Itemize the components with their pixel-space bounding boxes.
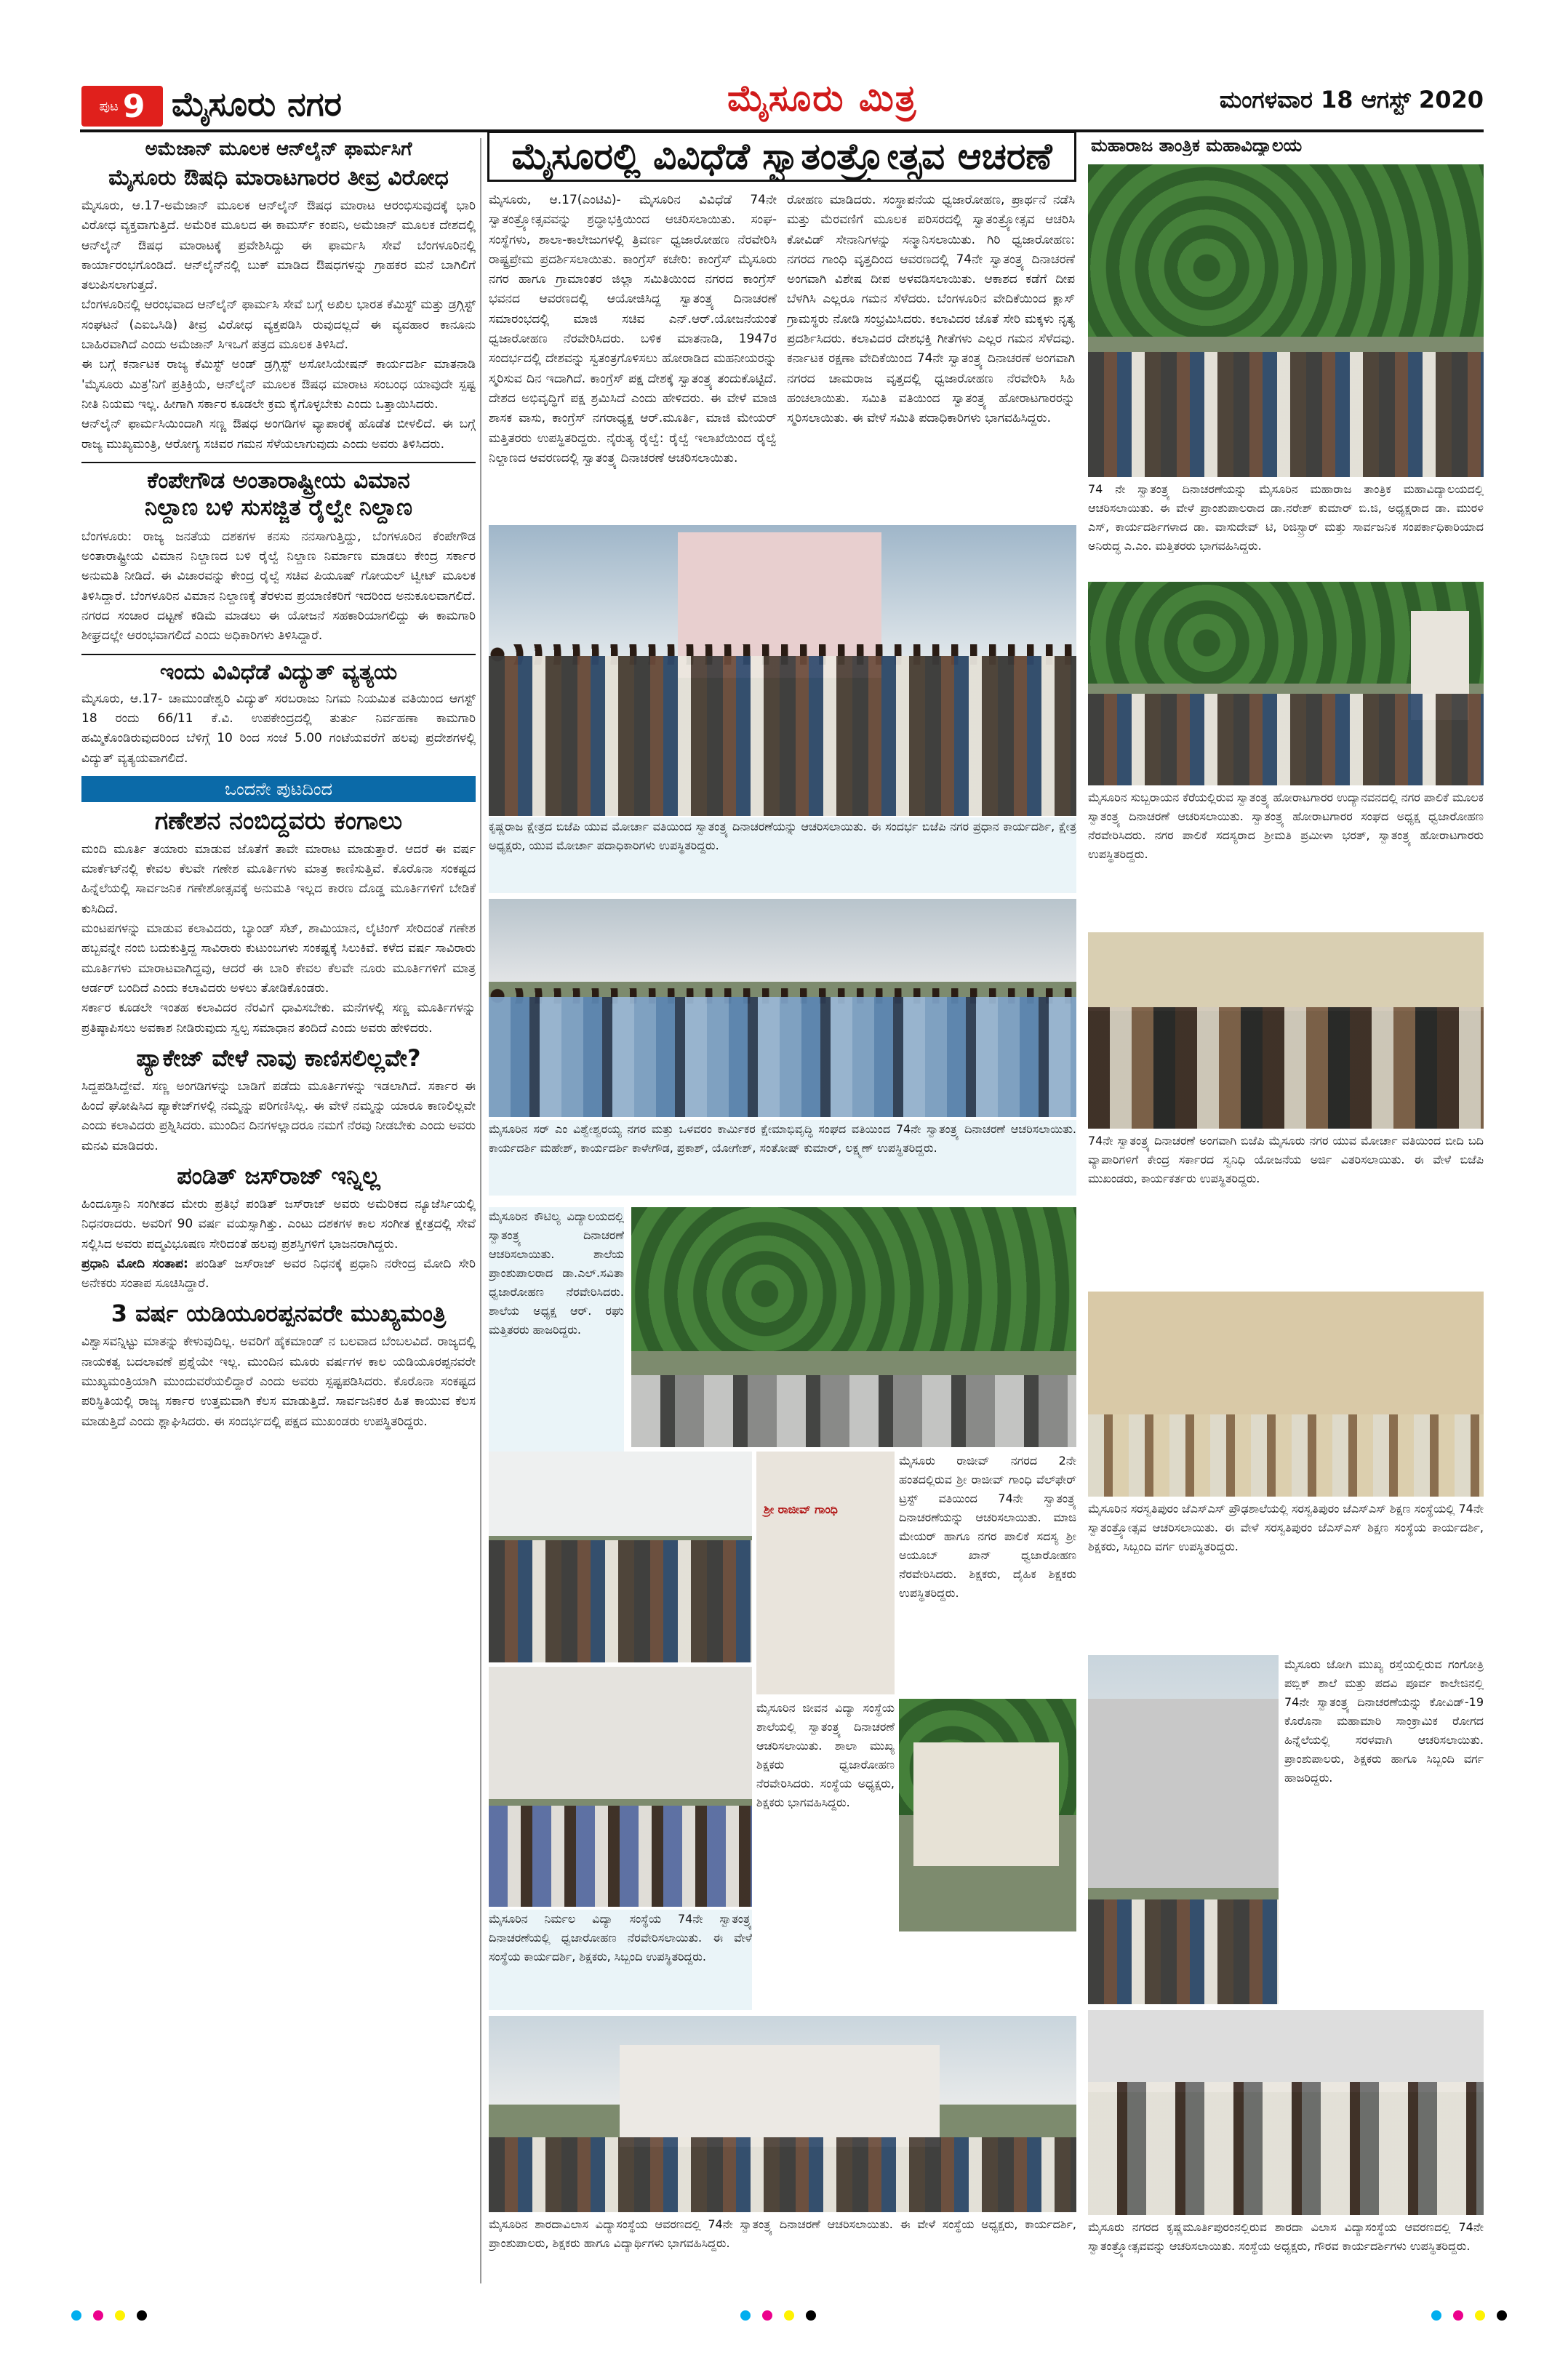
main-headline: ಮೈಸೂರಲ್ಲಿ ವಿವಿಧೆಡೆ ಸ್ವಾತಂತ್ರ್ಯೋತ್ಸವ ಆಚರಣೆ	[487, 131, 1076, 182]
caption-hospital: ಮೈಸೂರಿನ ಜೀವನ ವಿದ್ಯಾ ಸಂಸ್ಥೆಯ ಶಾಲೆಯಲ್ಲಿ ಸ್ವಾತಂತ್ರ್ಯ ದಿನಾಚರಣೆ ಆಚರಿಸಲಾಯಿತು. ಶಾಲಾ ಮುಖ್ಯ ಶಿಕ್ಷಕರು ಧ್ವಜಾರೋಹಣ ನೆರವೇರಿಸಿದರು. ಸಂಸ್ಥೆಯ ಅಧ್ಯಕ್ಷರು, ಶಿಕ್ಷಕರು ಭಾಗವಹಿಸಿದ್ದರು.	[756, 1701, 895, 1809]
photo-bottom-mid-crowd	[489, 2137, 1076, 2212]
photo-kote	[631, 1207, 1076, 1447]
story6-headline: ಪಂಡಿತ್ ಜಸ್‍ರಾಜ್ ಇನ್ನಿಲ್ಲ	[177, 1161, 380, 1190]
photo-mtec-trees	[1088, 164, 1484, 337]
story5-headline: ಪ್ಯಾಕೇಜ್ ವೇಳೆ ನಾವು ಕಾಣಿಸಲಿಲ್ಲವೇ?	[136, 1044, 421, 1072]
photo-school	[489, 1667, 752, 1907]
photo-temple-crowd	[1088, 1007, 1484, 1129]
photo-gandhi-crowd	[1088, 694, 1484, 785]
story1-para-4: ಆನ್‍ಲೈನ್ ಫಾರ್ಮಸಿಯಿಂದಾಗಿ ಸಣ್ಣ ಔಷಧ ಅಂಗಡಿಗಳ ವ್ಯಾಪಾರಕ್ಕೆ ಹೊಡೆತ ಬೀಳಲಿದೆ. ಈ ಬಗ್ಗೆ ರಾಜ್ಯ ಮುಖ್ಯಮಂತ್ರಿ, ಆರೋಗ್ಯ ಸಚಿವರ ಗಮನ ಸೆಳೆಯಲಾಗುವುದು ಎಂದು ಅವರು ತಿಳಿಸಿದರು.	[81, 417, 476, 452]
story1-headline: ಮೈಸೂರು ಔಷಧಿ ಮಾರಾಟಗಾರರ ತೀವ್ರ ವಿರೋಧ	[108, 165, 449, 191]
photo-temple-bg	[1088, 932, 1484, 1011]
photo-school-building	[489, 1667, 752, 1799]
story6-pm-note	[81, 1254, 476, 1294]
photo-stiff	[489, 899, 1076, 1117]
caption-bjp-group: ಕೃಷ್ಣರಾಜ ಕ್ಷೇತ್ರದ ಬಿಜೆಪಿ ಯುವ ಮೋರ್ಚಾ ವತಿಯಿಂದ ಸ್ವಾತಂತ್ರ್ಯ ದಿನಾಚರಣೆಯನ್ನು ಆಚರಿಸಲಾಯಿತು. ಈ ಸಂದರ್ಭ ಬಿಜೆಪಿ ನಗರ ಪ್ರಧಾನ ಕಾರ್ಯದರ್ಶಿ, ಕ್ಷೇತ್ರ ಅಧ್ಯಕ್ಷರು, ಯುವ ಮೋರ್ಚಾ ಪದಾಧಿಕಾರಿಗಳು ಉಪಸ್ಥಿತರಿದ್ದರು.	[489, 817, 1076, 893]
photo-pu	[1088, 1655, 1279, 2004]
paper-name: ಮೈಸೂರು ಮಿತ್ರ	[727, 77, 918, 119]
page-badge-prefix: ಪುಟ	[99, 98, 119, 114]
page-badge	[81, 86, 163, 127]
photo-stiff-bg	[489, 899, 1076, 982]
story7-headline: 3 ವರ್ಷ ಯಡಿಯೂರಪ್ಪನವರೇ ಮುಖ್ಯಮಂತ್ರಿ	[111, 1300, 447, 1328]
caption-pu: ಮೈಸೂರು ಜೋಗಿ ಮುಖ್ಯ ರಸ್ತೆಯಲ್ಲಿರುವ ಗಂಗೋತ್ರಿ ಪಬ್ಲಿಕ್ ಶಾಲೆ ಮತ್ತು ಪದವಿ ಪೂರ್ವ ಕಾಲೇಜಿನಲ್ಲಿ 74ನೇ ಸ್ವಾತಂತ್ರ್ಯ ದಿನಾಚರಣೆಯನ್ನು ಕೋವಿಡ್-19 ಕೊರೊನಾ ಮಹಾಮಾರಿ ಸಾಂಕ್ರಾಮಿಕ ರೋಗದ ಹಿನ್ನೆಲೆಯಲ್ಲಿ ಸರಳವಾಗಿ ಆಚರಿಸಲಾಯಿತು. ಪ್ರಾಂಶುಪಾಲರು, ಶಿಕ್ಷಕರು ಹಾಗೂ ಸಿಬ್ಬಂದಿ ವರ್ಗ ಹಾಜರಿದ್ದರು.	[1284, 1657, 1484, 1785]
story4-para-3: ಸರ್ಕಾರ ಕೂಡಲೇ ಇಂತಹ ಕಲಾವಿದರ ನೆರವಿಗೆ ಧಾವಿಸಬೇಕು. ಮನೆಗಳಲ್ಲಿ ಸಣ್ಣ ಮೂರ್ತಿಗಳನ್ನು ಪ್ರತಿಷ್ಠಾಪಿಸಲು ಅವಕಾಶ ನೀಡಿರುವುದು ಸ್ವಲ್ಪ ಸಮಾಧಾನ ತಂದಿದೆ ಎಂದು ಅವರು ಹೇಳಿದರು.	[81, 1001, 476, 1036]
main-article-col2-text: ರೋಹಣ ಮಾಡಿದರು. ಸಂಸ್ಥಾಪನೆಯ ಧ್ವಜಾರೋಹಣ, ಪ್ರಾರ್ಥನೆ ನಡೆಸಿ ಮತ್ತು ಮೆರವಣಿಗೆ ಮೂಲಕ ಪರಿಸರದಲ್ಲಿ ಸ್ವಾತಂತ್ರ್ಯೋತ್ಸವ ಆಚರಿಸಿ ಕೋವಿಡ್ ಸೇನಾನಿಗಳನ್ನು ಸನ್ಮಾನಿಸಲಾಯಿತು. ಗಿರಿ ಧ್ವಜಾರೋಹಣ: ನಗರದ ಗಾಂಧಿ ವೃತ್ತದಿಂದ ಆವರಣದಲ್ಲಿ 74ನೇ ಸ್ವಾತಂತ್ರ್ಯ ದಿನಾಚರಣೆ ಅಂಗವಾಗಿ ವಿಶೇಷ ದೀಪ ಅಳವಡಿಸಲಾಯಿತು. ಆಕಾಶದ ಕಡೆಗೆ ದೀಪ ಬೆಳಗಿಸಿ ಎಲ್ಲರೂ ಗಮನ ಸೆಳೆದರು. ಬೆಂಗಳೂರಿನ ವೇದಿಕೆಯಿಂದ ಕ್ಲಾಸ್ ಗ್ರಾಮಸ್ಥರು ನೋಡಿ ಸಂಭ್ರಮಿಸಿದರು. ಕಲಾವಿದರ ಜೊತೆ ಸೇರಿ ಮಕ್ಕಳು ನೃತ್ಯ ಪ್ರದರ್ಶಿಸಿದರು. ಕಲಾವಿದರ ದೇಶಭಕ್ತಿ ಗೀತೆಗಳು ಎಲ್ಲರ ಗಮನ ಸೆಳೆದವು. ಕರ್ನಾಟಕ ರಕ್ಷಣಾ ವೇದಿಕೆಯಿಂದ 74ನೇ ಸ್ವಾತಂತ್ರ್ಯ ದಿನಾಚರಣೆ ಅಂಗವಾಗಿ ನಗರದ ಚಾಮರಾಜ ವೃತ್ತದಲ್ಲಿ ಧ್ವಜಾರೋಹಣ ನೆರವೇರಿಸಿ ಸಿಹಿ ಹಂಚಲಾಯಿತು. ಸಮಿತಿ ವತಿಯಿಂದ ಸ್ವಾತಂತ್ರ್ಯ ಹೋರಾಟಗಾರರನ್ನು ಸ್ಮರಿಸಲಾಯಿತು. ಈ ವೇಳೆ ಸಮಿತಿ ಪದಾಧಿಕಾರಿಗಳು ಭಾಗವಹಿಸಿದ್ದರು.	[787, 193, 1075, 426]
right-top-label: ಮಹಾರಾಜ ತಾಂತ್ರಿಕ ಮಹಾವಿದ್ಯಾಲಯ	[1091, 135, 1303, 156]
continued-tag: ಒಂದನೇ ಪುಟದಿಂದ	[81, 776, 476, 802]
caption-bottom-mid: ಮೈಸೂರಿನ ಶಾರದಾವಿಲಾಸ ವಿದ್ಯಾಸಂಸ್ಥೆಯ ಆವರಣದಲ್ಲಿ 74ನೇ ಸ್ವಾತಂತ್ರ್ಯ ದಿನಾಚರಣೆ ಆಚರಿಸಲಾಯಿತು. ಈ ವೇಳೆ ಸಂಸ್ಥೆಯ ಅಧ್ಯಕ್ಷರು, ಕಾರ್ಯದರ್ಶಿ, ಪ್ರಾಂಶುಪಾಲರು, ಶಿಕ್ಷಕರು ಹಾಗೂ ವಿದ್ಯಾರ್ಥಿಗಳು ಭಾಗವಹಿಸಿದ್ದರು.	[489, 2217, 1076, 2250]
story4-para-1: ಮಂದಿ ಮೂರ್ತಿ ತಯಾರು ಮಾಡುವ ಜೊತೆಗೆ ತಾವೇ ಮಾರಾಟ ಮಾಡುತ್ತಾರೆ. ಆದರೆ ಈ ವರ್ಷ ಮಾರ್ಕೆಟ್‍ನಲ್ಲಿ ಕೇವಲ ಕೆಲವೇ ಗಣೇಶ ಮೂರ್ತಿಗಳು ಮಾತ್ರ ಕಾಣಿಸುತ್ತಿವೆ. ಕೊರೊನಾ ಸಂಕಷ್ಟದ ಹಿನ್ನೆಲೆಯಲ್ಲಿ ಸಾರ್ವಜನಿಕ ಗಣೇಶೋತ್ಸವಕ್ಕೆ ಅನುಮತಿ ಇಲ್ಲದ ಕಾರಣ ದೊಡ್ಡ ಮೂರ್ತಿಗಳಿಗೆ ಬೇಡಿಕೆ ಕುಸಿದಿದೆ.	[81, 841, 476, 916]
story2-headline-2: ನಿಲ್ದಾಣ ಬಳಿ ಸುಸಜ್ಜಿತ ರೈಲ್ವೇ ನಿಲ್ದಾಣ	[145, 494, 412, 521]
photo-temple	[1088, 932, 1484, 1129]
photo-bjp-group	[489, 525, 1076, 816]
photo-sarasa-crowd	[1088, 1414, 1484, 1497]
photo-hospital-building	[913, 1742, 1059, 1866]
story6-body: ಹಿಂದೂಸ್ತಾನಿ ಸಂಗೀತದ ಮೇರು ಪ್ರತಿಭೆ ಪಂಡಿತ್ ಜಸ್‍ರಾಜ್ ಅವರು ಅಮೆರಿಕದ ನ್ಯೂಜೆರ್ಸಿಯಲ್ಲಿ ನಿಧನರಾದರು. ಅವರಿಗೆ 90 ವರ್ಷ ವಯಸ್ಸಾಗಿತ್ತು. ಎಂಟು ದಶಕಗಳ ಕಾಲ ಸಂಗೀತ ಕ್ಷೇತ್ರದಲ್ಲಿ ಸೇವೆ ಸಲ್ಲಿಸಿದ ಅವರು ಪದ್ಮವಿಭೂಷಣ ಸೇರಿದಂತೆ ಹಲವು ಪ್ರಶಸ್ತಿಗಳಿಗೆ ಭಾಜನರಾಗಿದ್ದರು.	[81, 1196, 476, 1252]
left-column	[81, 138, 476, 2283]
story2-body: ಬೆಂಗಳೂರು: ರಾಜ್ಯ ಜನತೆಯ ದಶಕಗಳ ಕನಸು ನನಸಾಗುತ್ತಿದ್ದು, ಬೆಂಗಳೂರಿನ ಕೆಂಪೇಗೌಡ ಅಂತಾರಾಷ್ಟ್ರೀಯ ವಿಮಾನ ನಿಲ್ದಾಣದ ಬಳಿ ರೈಲ್ವೆ ನಿಲ್ದಾಣ ನಿರ್ಮಾಣ ಮಾಡಲು ಕೇಂದ್ರ ಸರ್ಕಾರ ಅನುಮತಿ ನೀಡಿದೆ. ಈ ವಿಚಾರವನ್ನು ಕೇಂದ್ರ ರೈಲ್ವೆ ಸಚಿವ ಪಿಯೂಷ್ ಗೋಯಲ್ ಟ್ವೀಟ್ ಮೂಲಕ ತಿಳಿಸಿದ್ದಾರೆ. ಬೆಂಗಳೂರಿನ ವಿಮಾನ ನಿಲ್ದಾಣಕ್ಕೆ ತೆರಳುವ ಪ್ರಯಾಣಿಕರಿಗೆ ಇದರಿಂದ ಅನುಕೂಲವಾಗಲಿದೆ. ನಗರದ ಸಂಚಾರ ದಟ್ಟಣೆ ಕಡಿಮೆ ಮಾಡಲು ಈ ಯೋಜನೆ ಸಹಕಾರಿಯಾಗಲಿದ್ದು ಈ ಕಾಮಗಾರಿ ಶೀಘ್ರದಲ್ಲೇ ಆರಂಭವಾಗಲಿದೆ ಎಂದು ಅಧಿಕಾರಿಗಳು ತಿಳಿಸಿದ್ದಾರೆ.	[81, 529, 476, 644]
photo-jss-bg	[489, 1452, 752, 1536]
photo-pu-building	[1088, 1699, 1279, 1888]
story6-pm-body: ಪಂಡಿತ್ ಜಸ್‍ರಾಜ್ ಅವರ ನಿಧನಕ್ಕೆ ಪ್ರಧಾನಿ ನರೇಂದ್ರ ಮೋದಿ ಸೇರಿ ಅನೇಕರು ಸಂತಾಪ ಸೂಚಿಸಿದ್ದಾರೆ.	[81, 1256, 476, 1292]
registration-dots-right	[1425, 2310, 1513, 2323]
story6-pm-label: ಪ್ರಧಾನಿ ಮೋದಿ ಸಂತಾಪ:	[81, 1256, 188, 1271]
story1-para-1: ಮೈಸೂರು, ಆ.17-ಅಮೆಜಾನ್ ಮೂಲಕ ಆನ್‍ಲೈನ್ ಔಷಧ ಮಾರಾಟ ಆರಂಭಿಸುವುದಕ್ಕೆ ಭಾರಿ ವಿರೋಧ ವ್ಯಕ್ತವಾಗುತ್ತಿದೆ. ಅಮೆರಿಕ ಮೂಲದ ಈ ಕಾಮರ್ಸ್ ಕಂಪನಿ, ಅಮೆಜಾನ್ ಮೂಲಕ ದೇಶದಲ್ಲಿ ಆನ್‍ಲೈನ್ ಔಷಧ ಮಾರಾಟಕ್ಕೆ ಪ್ರವೇಶಿಸಿದ್ದು ಈ ಫಾರ್ಮಸಿ ಸೇವೆ ಬೆಂಗಳೂರಿನಲ್ಲಿ ಕಾರ್ಯಾರಂಭಗೊಂಡಿದೆ. ಆನ್‍ಲೈನ್‍ನಲ್ಲಿ ಬುಕ್ ಮಾಡಿದ ಔಷಧಗಳನ್ನು ಗ್ರಾಹಕರ ಮನೆ ಬಾಗಿಲಿಗೆ ತಲುಪಿಸಲಾಗುತ್ತದೆ.	[81, 199, 476, 293]
photo-bottom-right	[1088, 2010, 1484, 2215]
photo-mtec	[1088, 164, 1484, 477]
caption-kote: ಮೈಸೂರಿನ ಕೌಟಿಲ್ಯ ವಿದ್ಯಾಲಯದಲ್ಲಿ ಸ್ವಾತಂತ್ರ್ಯ ದಿನಾಚರಣೆ ಆಚರಿಸಲಾಯಿತು. ಶಾಲೆಯ ಪ್ರಾಂಶುಪಾಲರಾದ ಡಾ.ಎಲ್.ಸವಿತಾ ಧ್ವಜಾರೋಹಣ ನೆರವೇರಿಸಿದರು. ಶಾಲೆಯ ಅಧ್ಯಕ್ಷ ಆರ್. ರಘು ಮತ್ತಿತರರು ಹಾಜರಿದ್ದರು.	[489, 1207, 624, 1462]
story7-body: ವಿಶ್ವಾಸವನ್ನಿಟ್ಟು ಮಾತನ್ನು ಕೇಳುವುದಿಲ್ಲ. ಅವರಿಗೆ ಹೈಕಮಾಂಡ್ ನ ಬಲವಾದ ಬೆಂಬಲವಿದೆ. ರಾಜ್ಯದಲ್ಲಿ ನಾಯಕತ್ವ ಬದಲಾವಣೆ ಪ್ರಶ್ನೆಯೇ ಇಲ್ಲ. ಮುಂದಿನ ಮೂರು ವರ್ಷಗಳ ಕಾಲ ಯಡಿಯೂರಪ್ಪನವರೇ ಮುಖ್ಯಮಂತ್ರಿಯಾಗಿ ಮುಂದುವರೆಯಲಿದ್ದಾರೆ ಎಂದು ಅವರು ಸ್ಪಷ್ಟಪಡಿಸಿದರು. ಕೊರೊನಾ ಸಂಕಷ್ಟದ ಪರಿಸ್ಥಿತಿಯಲ್ಲಿ ರಾಜ್ಯ ಸರ್ಕಾರ ಉತ್ತಮವಾಗಿ ಕೆಲಸ ಮಾಡುತ್ತಿದೆ. ಸಾರ್ವಜನಿಕರ ಹಿತ ಕಾಯುವ ಕೆಲಸ ಮಾಡುತ್ತಿದೆ ಎಂದು ಶ್ಲಾಘಿಸಿದರು. ಈ ಸಂದರ್ಭದಲ್ಲಿ ಪಕ್ಷದ ಮುಖಂಡರು ಉಪಸ್ಥಿತರಿದ್ದರು.	[81, 1334, 476, 1429]
story1-para-3: ಈ ಬಗ್ಗೆ ಕರ್ನಾಟಕ ರಾಜ್ಯ ಕೆಮಿಸ್ಟ್ ಅಂಡ್ ಡ್ರಗ್ಗಿಸ್ಟ್ ಅಸೋಸಿಯೇಷನ್ ಕಾರ್ಯದರ್ಶಿ ಮಾತನಾಡಿ 'ಮೈಸೂರು ಮಿತ್ರ'ನಿಗೆ ಪ್ರತಿಕ್ರಿಯೆ, ಆನ್‍ಲೈನ್ ಮೂಲಕ ಔಷಧ ಮಾರಾಟ ಸಂಬಂಧ ಯಾವುದೇ ಸ್ಪಷ್ಟ ನೀತಿ ನಿಯಮ ಇಲ್ಲ. ಹೀಗಾಗಿ ಸರ್ಕಾರ ಕೂಡಲೇ ಕ್ರಮ ಕೈಗೊಳ್ಳಬೇಕು ಎಂದು ಒತ್ತಾಯಿಸಿದರು.	[81, 357, 476, 412]
photo-rajiv	[756, 1452, 895, 1694]
photo-sarasa-building	[1088, 1292, 1484, 1414]
caption-mtec: 74 ನೇ ಸ್ವಾತಂತ್ರ್ಯ ದಿನಾಚರಣೆಯನ್ನು ಮೈಸೂರಿನ ಮಹಾರಾಜ ತಾಂತ್ರಿಕ ಮಹಾವಿದ್ಯಾಲಯದಲ್ಲಿ ಆಚರಿಸಲಾಯಿತು. ಈ ವೇಳೆ ಪ್ರಾಂಶುಪಾಲರಾದ ಡಾ.ನರೇಶ್ ಕುಮಾರ್ ಬಿ.ಜಿ, ಅಧ್ಯಕ್ಷರಾದ ಡಾ. ಮುರಳಿ ಎಸ್, ಕಾರ್ಯದರ್ಶಿಗಳಾದ ಡಾ. ವಾಸುದೇವ್ ಟಿ, ರಿಜಿಸ್ಟ್ರಾರ್ ಮತ್ತು ಸಾರ್ವಜನಿಕ ಸಂಪರ್ಕಾಧಿಕಾರಿಯಾದ ಅನಿರುದ್ಧ ಎ.ಎಂ. ಮತ್ತಿತರರು ಭಾಗವಹಿಸಿದ್ದರು.	[1088, 482, 1484, 553]
caption-school: ಮೈಸೂರಿನ ನಿರ್ಮಲ ವಿದ್ಯಾ ಸಂಸ್ಥೆಯ 74ನೇ ಸ್ವಾತಂತ್ರ್ಯ ದಿನಾಚರಣೆಯಲ್ಲಿ ಧ್ವಜಾರೋಹಣ ನೆರವೇರಿಸಲಾಯಿತು. ಈ ವೇಳೆ ಸಂಸ್ಥೆಯ ಕಾರ್ಯದರ್ಶಿ, ಶಿಕ್ಷಕರು, ಸಿಬ್ಬಂದಿ ಉಪಸ್ಥಿತರಿದ್ದರು.	[489, 1910, 752, 2010]
photo-bottom-mid-building	[620, 2045, 940, 2147]
section-title: ಮೈಸೂರು ನಗರ	[172, 84, 342, 124]
caption-bottom-right: ಮೈಸೂರು ನಗರದ ಕೃಷ್ಣಮೂರ್ತಿಪುರಂನಲ್ಲಿರುವ ಶಾರದಾ ವಿಲಾಸ ವಿದ್ಯಾಸಂಸ್ಥೆಯ ಆವರಣದಲ್ಲಿ 74ನೇ ಸ್ವಾತಂತ್ರ್ಯೋತ್ಸವವನ್ನು ಆಚರಿಸಲಾಯಿತು. ಸಂಸ್ಥೆಯ ಅಧ್ಯಕ್ಷರು, ಗೌರವ ಕಾರ್ಯದರ್ಶಿಗಳು ಉಪಸ್ಥಿತರಿದ್ದರು.	[1088, 2220, 1484, 2253]
story1-para-2: ಬೆಂಗಳೂರಿನಲ್ಲಿ ಆರಂಭವಾದ ಆನ್‍ಲೈನ್ ಫಾರ್ಮಸಿ ಸೇವೆ ಬಗ್ಗೆ ಅಖಿಲ ಭಾರತ ಕೆಮಿಸ್ಟ್ ಮತ್ತು ಡ್ರಗ್ಗಿಸ್ಟ್ ಸಂಘಟನೆ (ಎಐಒಸಿಡಿ) ತೀವ್ರ ವಿರೋಧ ವ್ಯಕ್ತಪಡಿಸಿ ರುವುದಲ್ಲದೆ ಈ ವ್ಯವಹಾರ ಕಾನೂನು ಬಾಹಿರವಾಗಿದೆ ಎಂದು ಅಮೆಜಾನ್ ಸಿಇಒಗೆ ಪತ್ರದ ಮೂಲಕ ತಿಳಿಸಿದೆ.	[81, 297, 476, 353]
photo-jss-crowd	[489, 1540, 752, 1662]
registration-dots-left	[65, 2310, 153, 2323]
page-number: 9	[122, 87, 145, 125]
main-article-col1-text: ಮೈಸೂರು, ಆ.17(ಎಂಟಿವಿ)- ಮೈಸೂರಿನ ವಿವಿಧೆಡೆ 74ನೇ ಸ್ವಾತಂತ್ರ್ಯೋತ್ಸವವನ್ನು ಶ್ರದ್ಧಾಭಕ್ತಿಯಿಂದ ಆಚರಿಸಲಾಯಿತು. ಸಂಘ-ಸಂಸ್ಥೆಗಳು, ಶಾಲಾ-ಕಾಲೇಜುಗಳಲ್ಲಿ ತ್ರಿವರ್ಣ ಧ್ವಜಾರೋಹಣ ನೆರವೇರಿಸಿ ರಾಷ್ಟ್ರಪ್ರೇಮ ಪ್ರದರ್ಶಿಸಲಾಯಿತು. ಕಾಂಗ್ರೆಸ್ ಕಚೇರಿ: ಕಾಂಗ್ರೆಸ್ ಮೈಸೂರು ನಗರ ಹಾಗೂ ಗ್ರಾಮಾಂತರ ಜಿಲ್ಲಾ ಸಮಿತಿಯಿಂದ ನಗರದ ಕಾಂಗ್ರೆಸ್ ಭವನದ ಆವರಣದಲ್ಲಿ ಆಯೋಜಿಸಿದ್ದ ಸ್ವಾತಂತ್ರ್ಯ ದಿನಾಚರಣೆ ಸಮಾರಂಭದಲ್ಲಿ ಮಾಜಿ ಸಚಿವ ಎನ್.ಆರ್.ಯೋಜನೆಯಂತೆ ಧ್ವಜಾರೋಹಣ ನೆರವೇರಿಸಿದರು. ಬಳಿಕ ಮಾತನಾಡಿ, 1947ರ ಸಂದರ್ಭದಲ್ಲಿ ದೇಶವನ್ನು ಸ್ವತಂತ್ರಗೊಳಿಸಲು ಹೋರಾಡಿದ ಮಹನೀಯರನ್ನು ಸ್ಮರಿಸುವ ದಿನ ಇದಾಗಿದೆ. ಕಾಂಗ್ರೆಸ್ ಪಕ್ಷ ದೇಶಕ್ಕೆ ಸ್ವಾತಂತ್ರ್ಯ ತಂದುಕೊಟ್ಟಿದೆ. ದೇಶದ ಅಭಿವೃದ್ಧಿಗೆ ಪಕ್ಷ ಶ್ರಮಿಸಿದೆ ಎಂದು ಹೇಳಿದರು. ಈ ವೇಳೆ ಮಾಜಿ ಶಾಸಕ ವಾಸು, ಕಾಂಗ್ರೆಸ್ ನಗರಾಧ್ಯಕ್ಷ ಆರ್.ಮೂರ್ತಿ, ಮಾಜಿ ಮೇಯರ್ ಮತ್ತಿತರರು ಉಪಸ್ಥಿತರಿದ್ದರು. ನೈರುತ್ಯ ರೈಲ್ವೆ: ರೈಲ್ವೆ ಇಲಾಖೆಯಿಂದ ರೈಲ್ವೆ ನಿಲ್ದಾಣದ ಆವರಣದಲ್ಲಿ ಸ್ವಾತಂತ್ರ್ಯ ದಿನಾಚರಣೆ ಆಚರಿಸಲಾಯಿತು.	[489, 193, 777, 465]
photo-sarasa	[1088, 1292, 1484, 1497]
story2-headline-1: ಕೆಂಪೇಗೌಡ ಅಂತಾರಾಷ್ಟ್ರೀಯ ವಿಮಾನ	[147, 467, 410, 494]
photo-bottom-right-crowd	[1088, 2082, 1484, 2215]
photo-bottom-mid	[489, 2016, 1076, 2212]
caption-temple: 74ನೇ ಸ್ವಾತಂತ್ರ್ಯ ದಿನಾಚರಣೆ ಅಂಗವಾಗಿ ಬಿಜೆಪಿ ಮೈಸೂರು ನಗರ ಯುವ ಮೋರ್ಚಾ ವತಿಯಿಂದ ಬೀದಿ ಬದಿ ವ್ಯಾಪಾರಿಗಳಿಗೆ ಕೇಂದ್ರ ಸರ್ಕಾರದ ಸ್ವನಿಧಿ ಯೋಜನೆಯ ಅರ್ಜಿ ವಿತರಿಸಲಾಯಿತು. ಈ ವೇಳೆ ಬಿಜೆಪಿ ಮುಖಂಡರು, ಕಾರ್ಯಕರ್ತರು ಉಪಸ್ಥಿತರಿದ್ದರು.	[1088, 1134, 1484, 1185]
main-article-col2	[787, 191, 1075, 519]
photo-pu-crowd	[1088, 1899, 1279, 2004]
column-divider	[480, 138, 481, 2283]
photo-bjp-group-crowd	[489, 656, 1076, 816]
photo-gandhi	[1088, 582, 1484, 785]
story4-para-2: ಮಂಟಪಗಳನ್ನು ಮಾಡುವ ಕಲಾವಿದರು, ಬ್ಯಾಂಡ್ ಸೆಟ್, ಶಾಮಿಯಾನ, ಲೈಟಿಂಗ್ ಸೇರಿದಂತೆ ಗಣೇಶ ಹಬ್ಬವನ್ನೇ ನಂಬಿ ಬದುಕುತ್ತಿದ್ದ ಸಾವಿರಾರು ಕುಟುಂಬಗಳು ಸಂಕಷ್ಟಕ್ಕೆ ಸಿಲುಕಿವೆ. ಕಳೆದ ವರ್ಷ ಸಾವಿರಾರು ಮೂರ್ತಿಗಳು ಮಾರಾಟವಾಗಿದ್ದವು, ಆದರೆ ಈ ಬಾರಿ ಕೇವಲ ಕೆಲವೇ ನೂರು ಮೂರ್ತಿಗಳಿಗೆ ಮಾತ್ರ ಆರ್ಡರ್ ಬಂದಿದೆ ಎಂದು ಕಲಾವಿದರು ಅಳಲು ತೋಡಿಕೊಂಡರು.	[81, 921, 476, 996]
registration-dots-center	[735, 2310, 822, 2323]
photo-kote-trees	[631, 1207, 1076, 1351]
photo-stiff-crowd	[489, 997, 1076, 1117]
photo-hospital	[899, 1699, 1076, 1931]
story1-kicker: ಅಮೆಜಾನ್ ಮೂಲಕ ಆನ್‍ಲೈನ್ ಫಾರ್ಮಸಿಗೆ	[145, 138, 412, 160]
story5-body: ಸಿದ್ದಪಡಿಸಿದ್ದೇವೆ. ಸಣ್ಣ ಅಂಗಡಿಗಳನ್ನು ಬಾಡಿಗೆ ಪಡೆದು ಮೂರ್ತಿಗಳನ್ನು ಇಡಲಾಗಿದೆ. ಸರ್ಕಾರ ಈ ಹಿಂದೆ ಘೋಷಿಸಿದ ಪ್ಯಾಕೇಜ್‍ಗಳಲ್ಲಿ ನಮ್ಮನ್ನು ಪರಿಗಣಿಸಿಲ್ಲ. ಈ ವೇಳೆ ನಮ್ಮನ್ನು ಯಾರೂ ಕಾಣಲಿಲ್ಲವೇ ಎಂದು ಕಲಾವಿದರು ಪ್ರಶ್ನಿಸಿದರು. ಮುಂದಿನ ದಿನಗಳಲ್ಲಾದರೂ ನಮಗೆ ನೆರವು ನೀಡಬೇಕು ಎಂದು ಅವರು ಮನವಿ ಮಾಡಿದರು.	[81, 1078, 476, 1153]
story3-headline: ಇಂದು ವಿವಿಧೆಡೆ ವಿದ್ಯುತ್ ವ್ಯತ್ಯಯ	[159, 659, 398, 685]
caption-gandhi: ಮೈಸೂರಿನ ಸುಬ್ಬರಾಯನ ಕೆರೆಯಲ್ಲಿರುವ ಸ್ವಾತಂತ್ರ್ಯ ಹೋರಾಟಗಾರರ ಉದ್ಯಾನವನದಲ್ಲಿ ನಗರ ಪಾಲಿಕೆ ಮೂಲಕ ಸ್ವಾತಂತ್ರ್ಯ ದಿನಾಚರಣೆ ಆಚರಿಸಲಾಯಿತು. ಸ್ವಾತಂತ್ರ್ಯ ಹೋರಾಟಗಾರರ ಸಂಘದ ಅಧ್ಯಕ್ಷ ಧ್ವಜಾರೋಹಣ ನೆರವೇರಿಸಿದರು. ನಗರ ಪಾಲಿಕೆ ಸದಸ್ಯರಾದ ಶ್ರೀಮತಿ ಪ್ರಮೀಳಾ ಭರತ್, ಸ್ವಾತಂತ್ರ್ಯ ಹೋರಾಟಗಾರರು ಉಪಸ್ಥಿತರಿದ್ದರು.	[1088, 790, 1484, 861]
caption-stiff: ಮೈಸೂರಿನ ಸರ್ ಎಂ ವಿಶ್ವೇಶ್ವರಯ್ಯ ನಗರ ಮತ್ತು ಒಳವರಂ ಕಾರ್ಮಿಕರ ಕ್ಷೇಮಾಭಿವೃದ್ಧಿ ಸಂಘದ ವತಿಯಿಂದ 74ನೇ ಸ್ವಾತಂತ್ರ್ಯ ದಿನಾಚರಣೆ ಆಚರಿಸಲಾಯಿತು. ಕಾರ್ಯದರ್ಶಿ ಮಹೇಶ್, ಕಾರ್ಯದರ್ಶಿ ಕಾಳೇಗೌಡ, ಪ್ರಕಾಶ್, ಯೋಗೇಶ್, ಸಂತೋಷ್ ಕುಮಾರ್, ಲಕ್ಷ್ಮಣ್ ಉಪಸ್ಥಿತರಿದ್ದರು.	[489, 1120, 1076, 1196]
photo-jss	[489, 1452, 752, 1662]
photo-rajiv-wall	[756, 1452, 895, 1694]
story4-headline: ಗಣೇಶನ ನಂಬಿದ್ದವರು ಕಂಗಾಲು	[154, 806, 403, 836]
photo-bottom-right-bg	[1088, 2010, 1484, 2092]
caption-sarasa: ಮೈಸೂರಿನ ಸರಸ್ವತಿಪುರಂ ಜೆಎಸ್‍ಎಸ್ ಪ್ರೌಢಶಾಲೆಯಲ್ಲಿ ಸರಸ್ವತಿಪುರಂ ಜೆಎಸ್‍ಎಸ್ ಶಿಕ್ಷಣ ಸಂಸ್ಥೆಯಲ್ಲಿ 74ನೇ ಸ್ವಾತಂತ್ರ್ಯೋತ್ಸವ ಆಚರಿಸಲಾಯಿತು. ಈ ವೇಳೆ ಸರಸ್ವತಿಪುರಂ ಜೆಎಸ್‍ಎಸ್ ಶಿಕ್ಷಣ ಸಂಸ್ಥೆಯ ಕಾರ್ಯದರ್ಶಿ, ಶಿಕ್ಷಕರು, ಸಿಬ್ಬಂದಿ ವರ್ಗ ಉಪಸ್ಥಿತರಿದ್ದರು.	[1088, 1502, 1484, 1553]
issue-date: ಮಂಗಳವಾರ 18 ಆಗಸ್ಟ್ 2020	[1219, 86, 1484, 113]
photo-mtec-crowd	[1088, 352, 1484, 477]
main-article-col1	[489, 191, 777, 519]
photo-school-crowd	[489, 1806, 752, 1907]
photo-rajiv-sign: ಶ್ರೀ ರಾಜೀವ್ ಗಾಂಧಿ	[764, 1502, 838, 1516]
caption-rajiv: ಮೈಸೂರು ರಾಜೀವ್ ನಗರದ 2ನೇ ಹಂತದಲ್ಲಿರುವ ಶ್ರೀ ರಾಜೀವ್ ಗಾಂಧಿ ವೆಲ್‍ಫೇರ್ ಟ್ರಸ್ಟ್ ವತಿಯಿಂದ 74ನೇ ಸ್ವಾತಂತ್ರ್ಯ ದಿನಾಚರಣೆಯನ್ನು ಆಚರಿಸಲಾಯಿತು. ಮಾಜಿ ಮೇಯರ್ ಹಾಗೂ ನಗರ ಪಾಲಿಕೆ ಸದಸ್ಯ ಶ್ರೀ ಅಯೂಬ್ ಖಾನ್ ಧ್ವಜಾರೋಹಣ ನೆರವೇರಿಸಿದರು. ಶಿಕ್ಷಕರು, ದೈಹಿಕ ಶಿಕ್ಷಕರು ಉಪಸ್ಥಿತರಿದ್ದರು.	[899, 1454, 1076, 1600]
photo-kote-crowd	[631, 1375, 1076, 1447]
story3-body: ಮೈಸೂರು, ಆ.17- ಚಾಮುಂಡೇಶ್ವರಿ ವಿದ್ಯುತ್ ಸರಬರಾಜು ನಿಗಮ ನಿಯಮಿತ ವತಿಯಿಂದ ಆಗಸ್ಟ್ 18 ರಂದು 66/11 ಕೆ.ವಿ. ಉಪಕೇಂದ್ರದಲ್ಲಿ ತುರ್ತು ನಿರ್ವಹಣಾ ಕಾಮಗಾರಿ ಹಮ್ಮಿಕೊಂಡಿರುವುದರಿಂದ ಬೆಳಿಗ್ಗೆ 10 ರಿಂದ ಸಂಜೆ 5.00 ಗಂಟೆಯವರೆಗೆ ಹಲವು ಪ್ರದೇಶಗಳಲ್ಲಿ ವಿದ್ಯುತ್ ವ್ಯತ್ಯಯವಾಗಲಿದೆ.	[81, 691, 476, 766]
